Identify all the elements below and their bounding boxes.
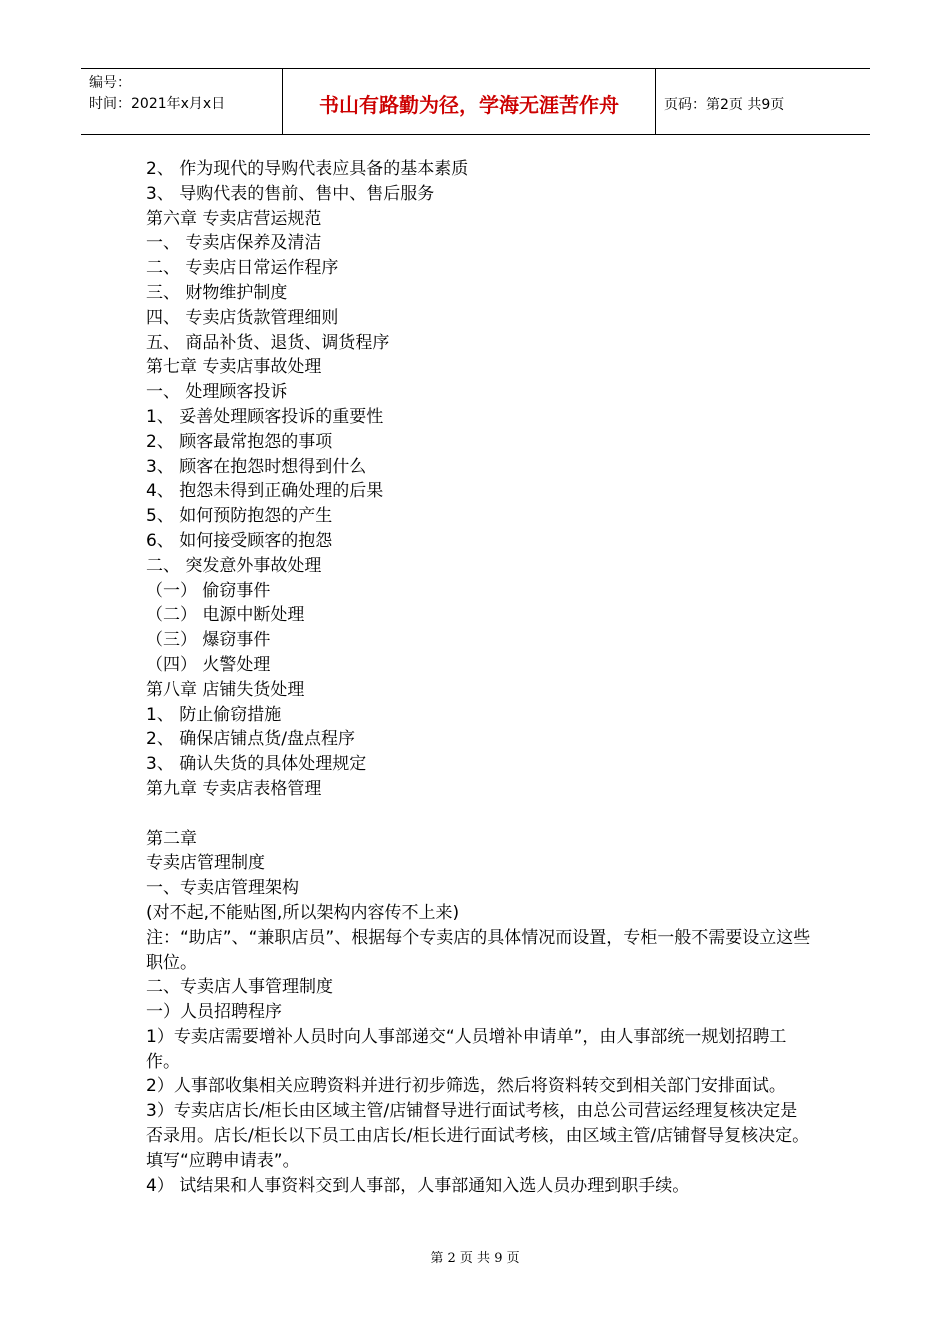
note-line: (对不起,不能贴图,所以架构内容传不上来)	[146, 902, 460, 923]
number-label: 编号：	[89, 75, 131, 91]
toc-line: 二、 专卖店日常运作程序	[146, 258, 339, 279]
toc-line: 5、 如何预防抱怨的产生	[146, 506, 333, 527]
chapter-heading: 第八章 店铺失货处理	[146, 679, 305, 700]
blank-line	[146, 802, 811, 827]
subsection-heading: 一）人员招聘程序	[146, 1002, 282, 1023]
toc-line: （三） 爆窃事件	[146, 630, 271, 651]
toc-line: 1、 防止偷窃措施	[146, 704, 282, 725]
header-page-label: 页码：第2页 共9页	[664, 96, 785, 113]
toc-line: 3、 顾客在抱怨时想得到什么	[146, 456, 367, 477]
toc-line: 二、 突发意外事故处理	[146, 555, 322, 576]
section-heading: 二、专卖店人事管理制度	[146, 977, 333, 998]
chapter-heading: 第七章 专卖店事故处理	[146, 357, 322, 378]
toc-line: 2、 顾客最常抱怨的事项	[146, 431, 333, 452]
body-paragraph: 1）专卖店需要增补人员时向人事部递交“人员增补申请单”，由人事部统一规划招聘工作。	[146, 1026, 787, 1072]
document-body	[146, 157, 811, 1198]
toc-line: 1、 妥善处理顾客投诉的重要性	[146, 406, 384, 427]
header-motto: 书山有路勤为径，学海无涯苦作舟	[283, 69, 656, 134]
toc-line: 4、 抱怨未得到正确处理的后果	[146, 481, 384, 502]
time-label: 时间：2021年x月x日	[89, 96, 226, 112]
section-title: 专卖店管理制度	[146, 853, 265, 874]
toc-line: （二） 电源中断处理	[146, 605, 305, 626]
toc-line: 3、 确认失货的具体处理规定	[146, 754, 367, 775]
toc-line: 三、 财物维护制度	[146, 282, 288, 303]
body-paragraph: 4） 试结果和人事资料交到人事部，人事部通知入选人员办理到职手续。	[146, 1175, 690, 1196]
header-info-cell	[81, 69, 283, 134]
toc-line: 一、 处理顾客投诉	[146, 382, 288, 403]
toc-line: 一、 专卖店保养及清洁	[146, 233, 322, 254]
body-paragraph: 3）专卖店店长/柜长由区域主管/店铺督导进行面试考核，由总公司营运经理复核决定是否录用。店长/柜长以下员工由店长/柜长进行面试考核，由区域主管/店铺督导复核决定。填写“应聘申请表”。	[146, 1101, 810, 1171]
toc-line: 2、 作为现代的导购代表应具备的基本素质	[146, 159, 469, 179]
toc-line: 6、 如何接受顾客的抱怨	[146, 530, 333, 551]
page-header	[81, 68, 870, 135]
chapter-heading: 第九章 专卖店表格管理	[146, 778, 322, 799]
toc-line: 四、 专卖店货款管理细则	[146, 307, 339, 328]
toc-line: 五、 商品补货、退货、调货程序	[146, 332, 390, 353]
toc-line: （四） 火警处理	[146, 654, 271, 675]
toc-line: 3、 导购代表的售前、售中、售后服务	[146, 183, 435, 204]
chapter-heading: 第二章	[146, 828, 197, 849]
toc-line: 2、 确保店铺点货/盘点程序	[146, 729, 355, 750]
page-footer: 第 2 页 共 9 页	[430, 1251, 520, 1266]
chapter-heading: 第六章 专卖店营运规范	[146, 208, 322, 229]
body-paragraph: 2）人事部收集相关应聘资料并进行初步筛选，然后将资料转交到相关部门安排面试。	[146, 1076, 786, 1097]
body-paragraph: 注：“助店”、“兼职店员”、根据每个专卖店的具体情况而设置，专柜一般不需要设立这些职位。	[146, 927, 811, 973]
section-heading: 一、专卖店管理架构	[146, 878, 299, 899]
toc-line: （一） 偷窃事件	[146, 580, 271, 601]
